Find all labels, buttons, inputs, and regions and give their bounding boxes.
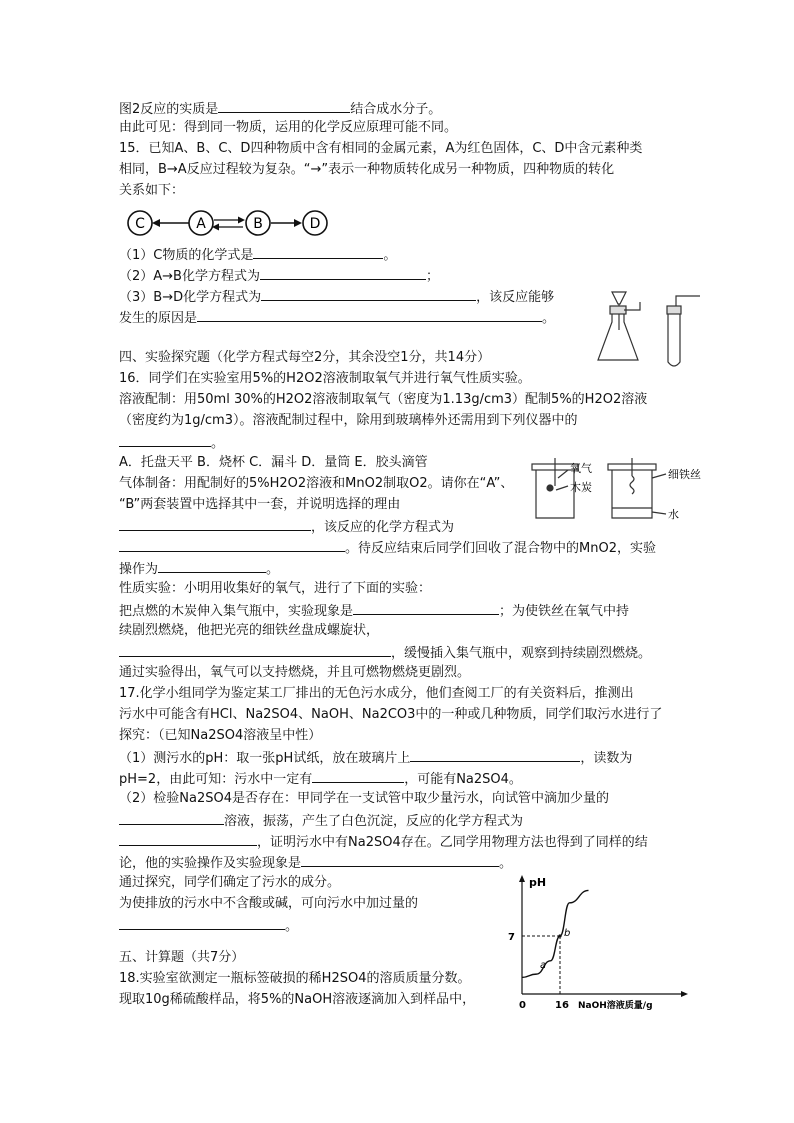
ph-titration-chart [505,872,695,1018]
node-c-label: C [135,216,145,232]
q16-gas-5 [119,558,279,580]
q17-neutralize-answer [119,915,298,937]
line-reaction-essence [119,98,441,120]
q16-prop-3: 续剧烈燃烧，他把光亮的细铁丝盘成螺旋状， [119,623,380,638]
y-axis-arrow [519,875,525,882]
text: 。 [266,562,280,577]
text: ，读数为 [580,751,633,766]
node-b-label: B [253,216,263,232]
q15-stem-1: 15．已知A、B、C、D四种物质中含有相同的金属元素，A为红色固体，C、D中含元素种类 [119,141,643,156]
q16-prop-4 [119,642,651,664]
q17-part2-b [119,810,523,832]
q17-part1-a [119,747,632,769]
q16-gas-3 [119,516,454,538]
text: 。 [211,436,225,451]
q16-options: A．托盘天平 B．烧杯 C．漏斗 D．量筒 E．胶头滴管 [119,455,428,470]
answer-blank[interactable] [197,307,542,322]
text: ，缓慢插入集气瓶中，观察到持续剧烈燃烧。 [391,646,652,661]
iron-coil [630,476,634,494]
label-iron-wire: 细铁丝 [668,468,701,481]
x-axis-arrow [681,991,688,997]
text: ，该反应能够 [476,290,555,305]
text: （1）C物质的化学式是 [119,248,254,263]
funnel [612,292,626,304]
y-tick-label: 7 [508,932,515,943]
answer-blank[interactable] [119,537,345,552]
q17-part2-c [119,831,648,853]
q16-gas-4 [119,537,656,559]
leader [652,512,666,514]
text: 结合成水分子。 [350,102,442,117]
text: ，可能有Na2SO4。 [404,772,522,787]
label-water: 水 [668,508,679,521]
test-tube [668,310,680,366]
y-axis-label: pH [529,876,547,889]
answer-blank[interactable] [261,286,476,301]
text: （2）A→B化学方程式为 [119,269,260,284]
point-b-label: b [564,928,571,939]
answer-blank[interactable] [410,747,580,762]
q17-stem-3: 探究：（已知Na2SO4溶液呈中性） [119,728,322,743]
q16-prep-1: 溶液配制：用50ml 30%的H2O2溶液制取氧气（密度为1.13g/cm3）配制5%的H2O2溶液 [119,392,648,407]
node-a-label: A [196,216,206,232]
leader [556,486,568,490]
x-axis-label: NaOH溶液质量/g [578,1001,653,1011]
answer-blank[interactable] [312,768,404,783]
tube-stopper [667,306,681,314]
text: ，证明污水中有Na2SO4存在。乙同学用物理方法也得到了同样的结 [257,835,648,850]
answer-blank[interactable] [353,600,499,615]
x-tick-label: 16 [555,1000,569,1011]
q15-part2 [119,265,439,287]
answer-blank[interactable] [260,265,426,280]
text: 。 [285,919,299,934]
text: ；为使铁丝在氧气中持 [499,604,630,619]
text: ； [425,269,439,284]
answer-blank[interactable] [301,852,499,867]
q18-stem-2: 现取10g稀硫酸样品，将5%的NaOH溶液逐滴加入到样品中， [119,992,476,1007]
text: 图2反应的实质是 [119,102,219,117]
answer-blank[interactable] [119,516,311,531]
node-d-label: D [309,216,321,232]
text: 溶液，振荡，产生了白色沉淀，反应的化学方程式为 [224,814,524,829]
gas-jar-figure [528,456,708,524]
text: 。待反应结束后同学们回收了混合物中的MnO2，实验 [345,541,656,556]
q17-neutralize: 为使排放的污水中不含酸或碱，可向污水中加过量的 [119,896,419,911]
section-4-heading: 四、实验探究题（化学方程式每空2分，其余没空1分，共14分） [119,350,491,365]
q15-part3 [119,286,554,308]
stopper [610,306,626,314]
q16-gas-1: 气体制备：用配制好的5%H2O2溶液和MnO2制取O2。请你在“A”、 [119,476,514,491]
q15-part3-cont [119,307,555,329]
q17-stem-2: 污水中可能含有HCl、Na2SO4、NaOH、Na2CO3中的一种或几种物质，同学们取污水进行了 [119,707,663,722]
text: 论，他的实验操作及实验现象是 [119,856,302,871]
tube-outlet [676,296,700,306]
label-charcoal: 木炭 [570,481,592,494]
label-oxygen: 氧气 [570,462,592,475]
q18-stem-1: 18.实验室欲测定一瓶标签破损的稀H2SO4的溶质质量分数。 [119,971,471,986]
q16-stem: 16．同学们在实验室用5%的H2O2溶液制取氧气并进行氧气性质实验。 [119,371,531,386]
leader [558,470,568,478]
q16-prop-5: 通过实验得出，氧气可以支持燃烧，并且可燃物燃烧更剧烈。 [119,665,471,680]
q16-gas-2: “B”两套装置中选择其中一套，并说明选择的理由 [119,497,401,512]
answer-blank[interactable] [158,558,266,573]
answer-blank[interactable] [253,244,383,259]
series-group [522,890,589,994]
text: （1）测污水的pH：取一张pH试纸，放在玻璃片上 [119,751,411,766]
conical-flask [598,308,638,360]
text: 操作为 [119,562,159,577]
answer-blank[interactable] [218,98,350,113]
x-tick-label: 0 [519,1000,526,1011]
text: pH=2，由此可知：污水中一定有 [119,772,313,787]
text: 。 [499,856,513,871]
q15-part1 [119,244,396,266]
text: 把点燃的木炭伸入集气瓶中，实验现象是 [119,604,354,619]
q17-part2-a: （2）检验Na2SO4是否存在：甲同学在一支试管中取少量污水，向试管中滴加少量的 [119,791,609,806]
q17-stem-1: 17.化学小组同学为鉴定某工厂排出的无色污水成分，他们查阅工厂的有关资料后，推测出 [119,686,634,701]
q16-prep-answer [119,432,224,454]
arrowhead [238,217,245,224]
point-b [558,934,561,937]
text: 。 [383,248,397,263]
q17-part1-b [119,768,522,790]
gas-apparatus-figure [588,282,708,370]
charcoal [547,485,553,491]
text: 发生的原因是 [119,311,198,326]
q16-prep-2: （密度约为1g/cm3）。溶液配制过程中，除用到玻璃棒外还需用到下列仪器中的 [119,413,578,428]
q16-prop-2 [119,600,629,622]
ph-curve [522,890,589,977]
answer-blank[interactable] [119,915,285,930]
q16-prop-1: 性质实验：小明用收集好的氧气，进行了下面的实验： [119,581,432,596]
arrowhead [152,219,160,227]
line-conclusion: 由此可见：得到同一物质，运用的化学反应原理可能不同。 [119,120,458,135]
section-5-heading: 五、计算题（共7分） [119,950,245,965]
q17-part2-d [119,852,512,874]
q15-stem-3: 关系如下： [119,183,185,198]
text: 。 [542,311,556,326]
conversion-scheme [119,206,334,240]
text: （3）B→D化学方程式为 [119,290,262,305]
answer-blank[interactable] [119,831,257,846]
leader [652,474,666,478]
point-a-label: a [540,960,547,971]
text: ，该反应的化学方程式为 [311,520,455,535]
arrowhead [294,219,302,227]
answer-blank[interactable] [119,810,224,825]
q17-conclusion: 通过探究，同学们确定了污水的成分。 [119,875,341,890]
answer-blank[interactable] [119,642,391,657]
answer-blank[interactable] [119,432,211,447]
q15-stem-2: 相同，B→A反应过程较为复杂。“→”表示一种物质转化成另一种物质，四种物质的转化 [119,162,615,177]
